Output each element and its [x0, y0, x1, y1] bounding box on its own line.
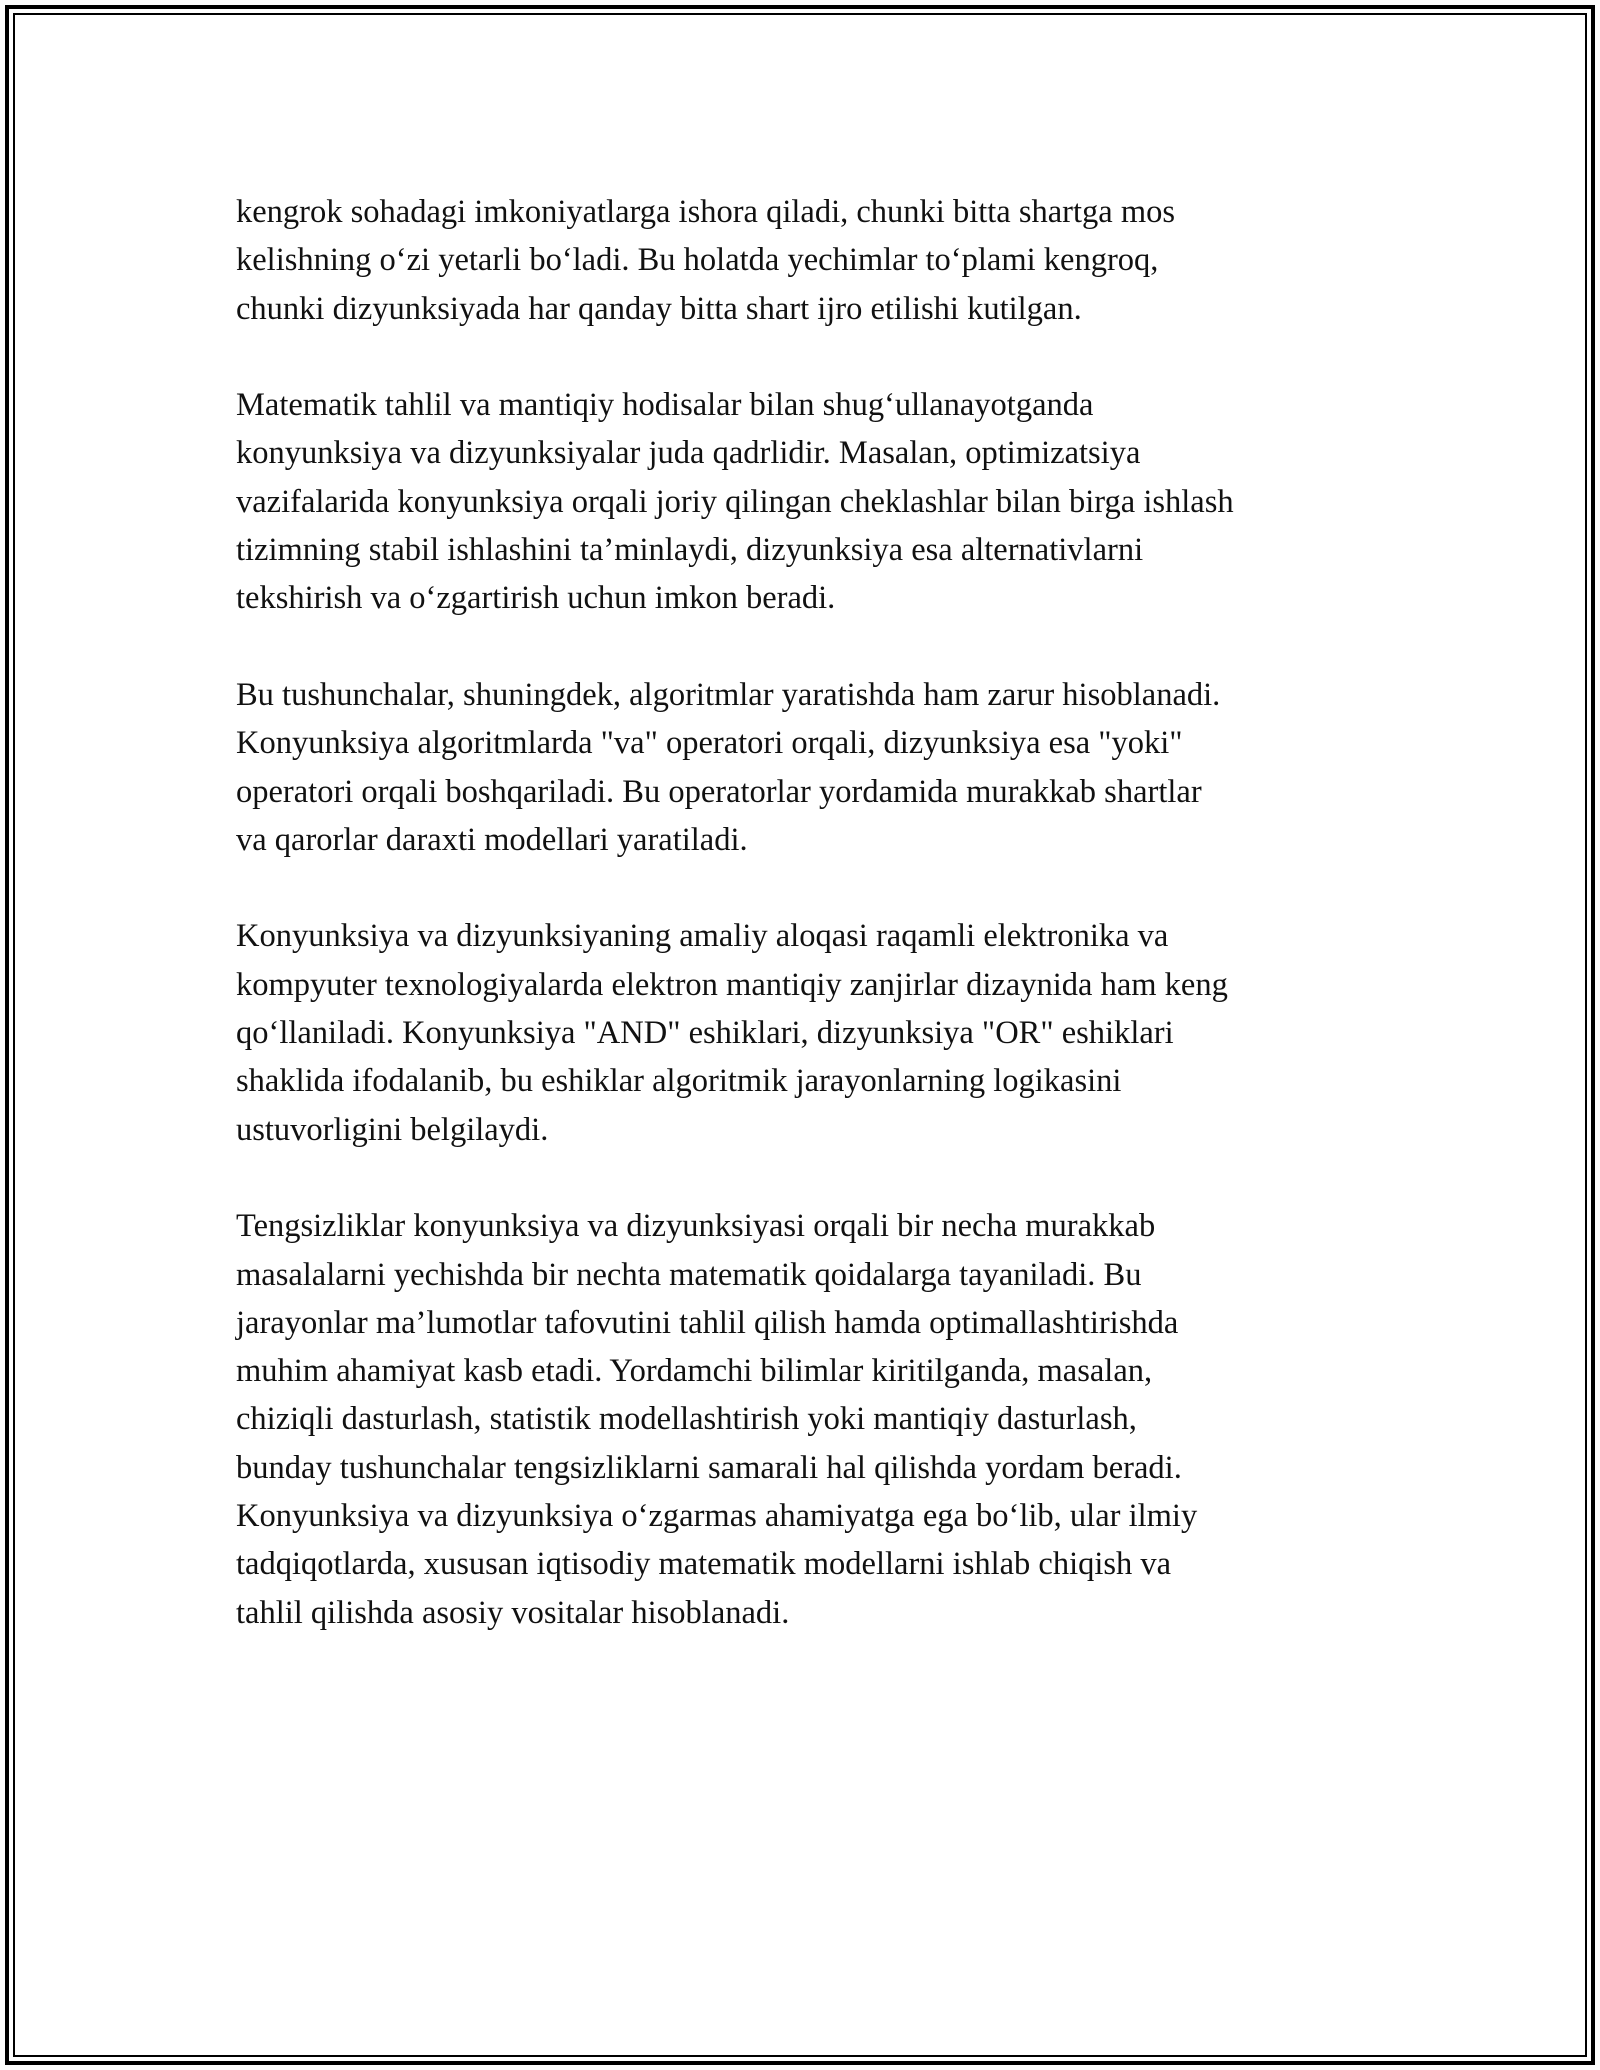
text-line: masalalarni yechishda bir nechta matematik qoidalarga tayaniladi. Bu [236, 1256, 1142, 1293]
text-line: chiziqli dasturlash, statistik modellashtirish yoki mantiqiy dasturlash, [236, 1401, 1137, 1438]
text-line: tadqiqotlarda, xususan iqtisodiy matematik modellarni ishlab chiqish va [236, 1546, 1172, 1583]
text-line: kompyuter texnologiyalarda elektron mantiqiy zanjirlar dizaynida ham keng [236, 966, 1228, 1003]
paragraph-3 [236, 671, 1386, 864]
text-line: shaklida ifodalanib, bu eshiklar algoritmik jarayonlarning logikasini [236, 1063, 1122, 1100]
text-line: Tengsizliklar konyunksiya va dizyunksiyasi orqali bir necha murakkab [236, 1208, 1156, 1245]
text-line: tekshirish va o‘zgartirish uchun imkon beradi. [236, 580, 836, 617]
text-line: ustuvorligini belgilaydi. [236, 1111, 549, 1148]
text-line: konyunksiya va dizyunksiyalar juda qadrlidir. Masalan, optimizatsiya [236, 435, 1141, 472]
text-line: vazifalarida konyunksiya orqali joriy qilingan cheklashlar bilan birga ishlash [236, 483, 1234, 520]
text-line: tahlil qilishda asosiy vositalar hisoblanadi. [236, 1594, 790, 1631]
text-line: Bu tushunchalar, shuningdek, algoritmlar yaratishda ham zarur hisoblanadi. [236, 676, 1221, 713]
text-line: qo‘llaniladi. Konyunksiya "AND" eshiklari, dizyunksiya "OR" eshiklari [236, 1015, 1174, 1052]
paragraph-5 [236, 1202, 1386, 1637]
document-body [236, 188, 1386, 1685]
text-line: kelishning o‘zi yetarli bo‘ladi. Bu holatda yechimlar to‘plami kengroq, [236, 242, 1159, 279]
text-line: tizimning stabil ishlashini ta’minlaydi, dizyunksiya esa alternativlarni [236, 532, 1144, 569]
text-line: va qarorlar daraxti modellari yaratiladi. [236, 821, 748, 858]
text-line: Konyunksiya algoritmlarda "va" operatori orqali, dizyunksiya esa "yoki" [236, 725, 1183, 762]
text-line: muhim ahamiyat kasb etadi. Yordamchi bilimlar kiritilganda, masalan, [236, 1353, 1153, 1390]
text-line: chunki dizyunksiyada har qanday bitta shart ijro etilishi kutilgan. [236, 290, 1082, 327]
text-line: kengrok sohadagi imkoniyatlarga ishora qiladi, chunki bitta shartga mos [236, 194, 1175, 230]
text-line: jarayonlar ma’lumotlar tafovutini tahlil qilish hamda optimallashtirishda [236, 1304, 1179, 1341]
text-line: operatori orqali boshqariladi. Bu operatorlar yordamida murakkab shartlar [236, 773, 1202, 810]
paragraph-1 [236, 188, 1386, 333]
text-line: Matematik tahlil va mantiqiy hodisalar bilan shug‘ullanayotganda [236, 387, 1094, 424]
text-line: Konyunksiya va dizyunksiyaning amaliy aloqasi raqamli elektronika va [236, 918, 1169, 955]
text-line: Konyunksiya va dizyunksiya o‘zgarmas ahamiyatga ega bo‘lib, ular ilmiy [236, 1498, 1198, 1535]
paragraph-4 [236, 912, 1386, 1153]
text-line: bunday tushunchalar tengsizliklarni samarali hal qilishda yordam beradi. [236, 1449, 1182, 1486]
paragraph-2 [236, 381, 1386, 622]
